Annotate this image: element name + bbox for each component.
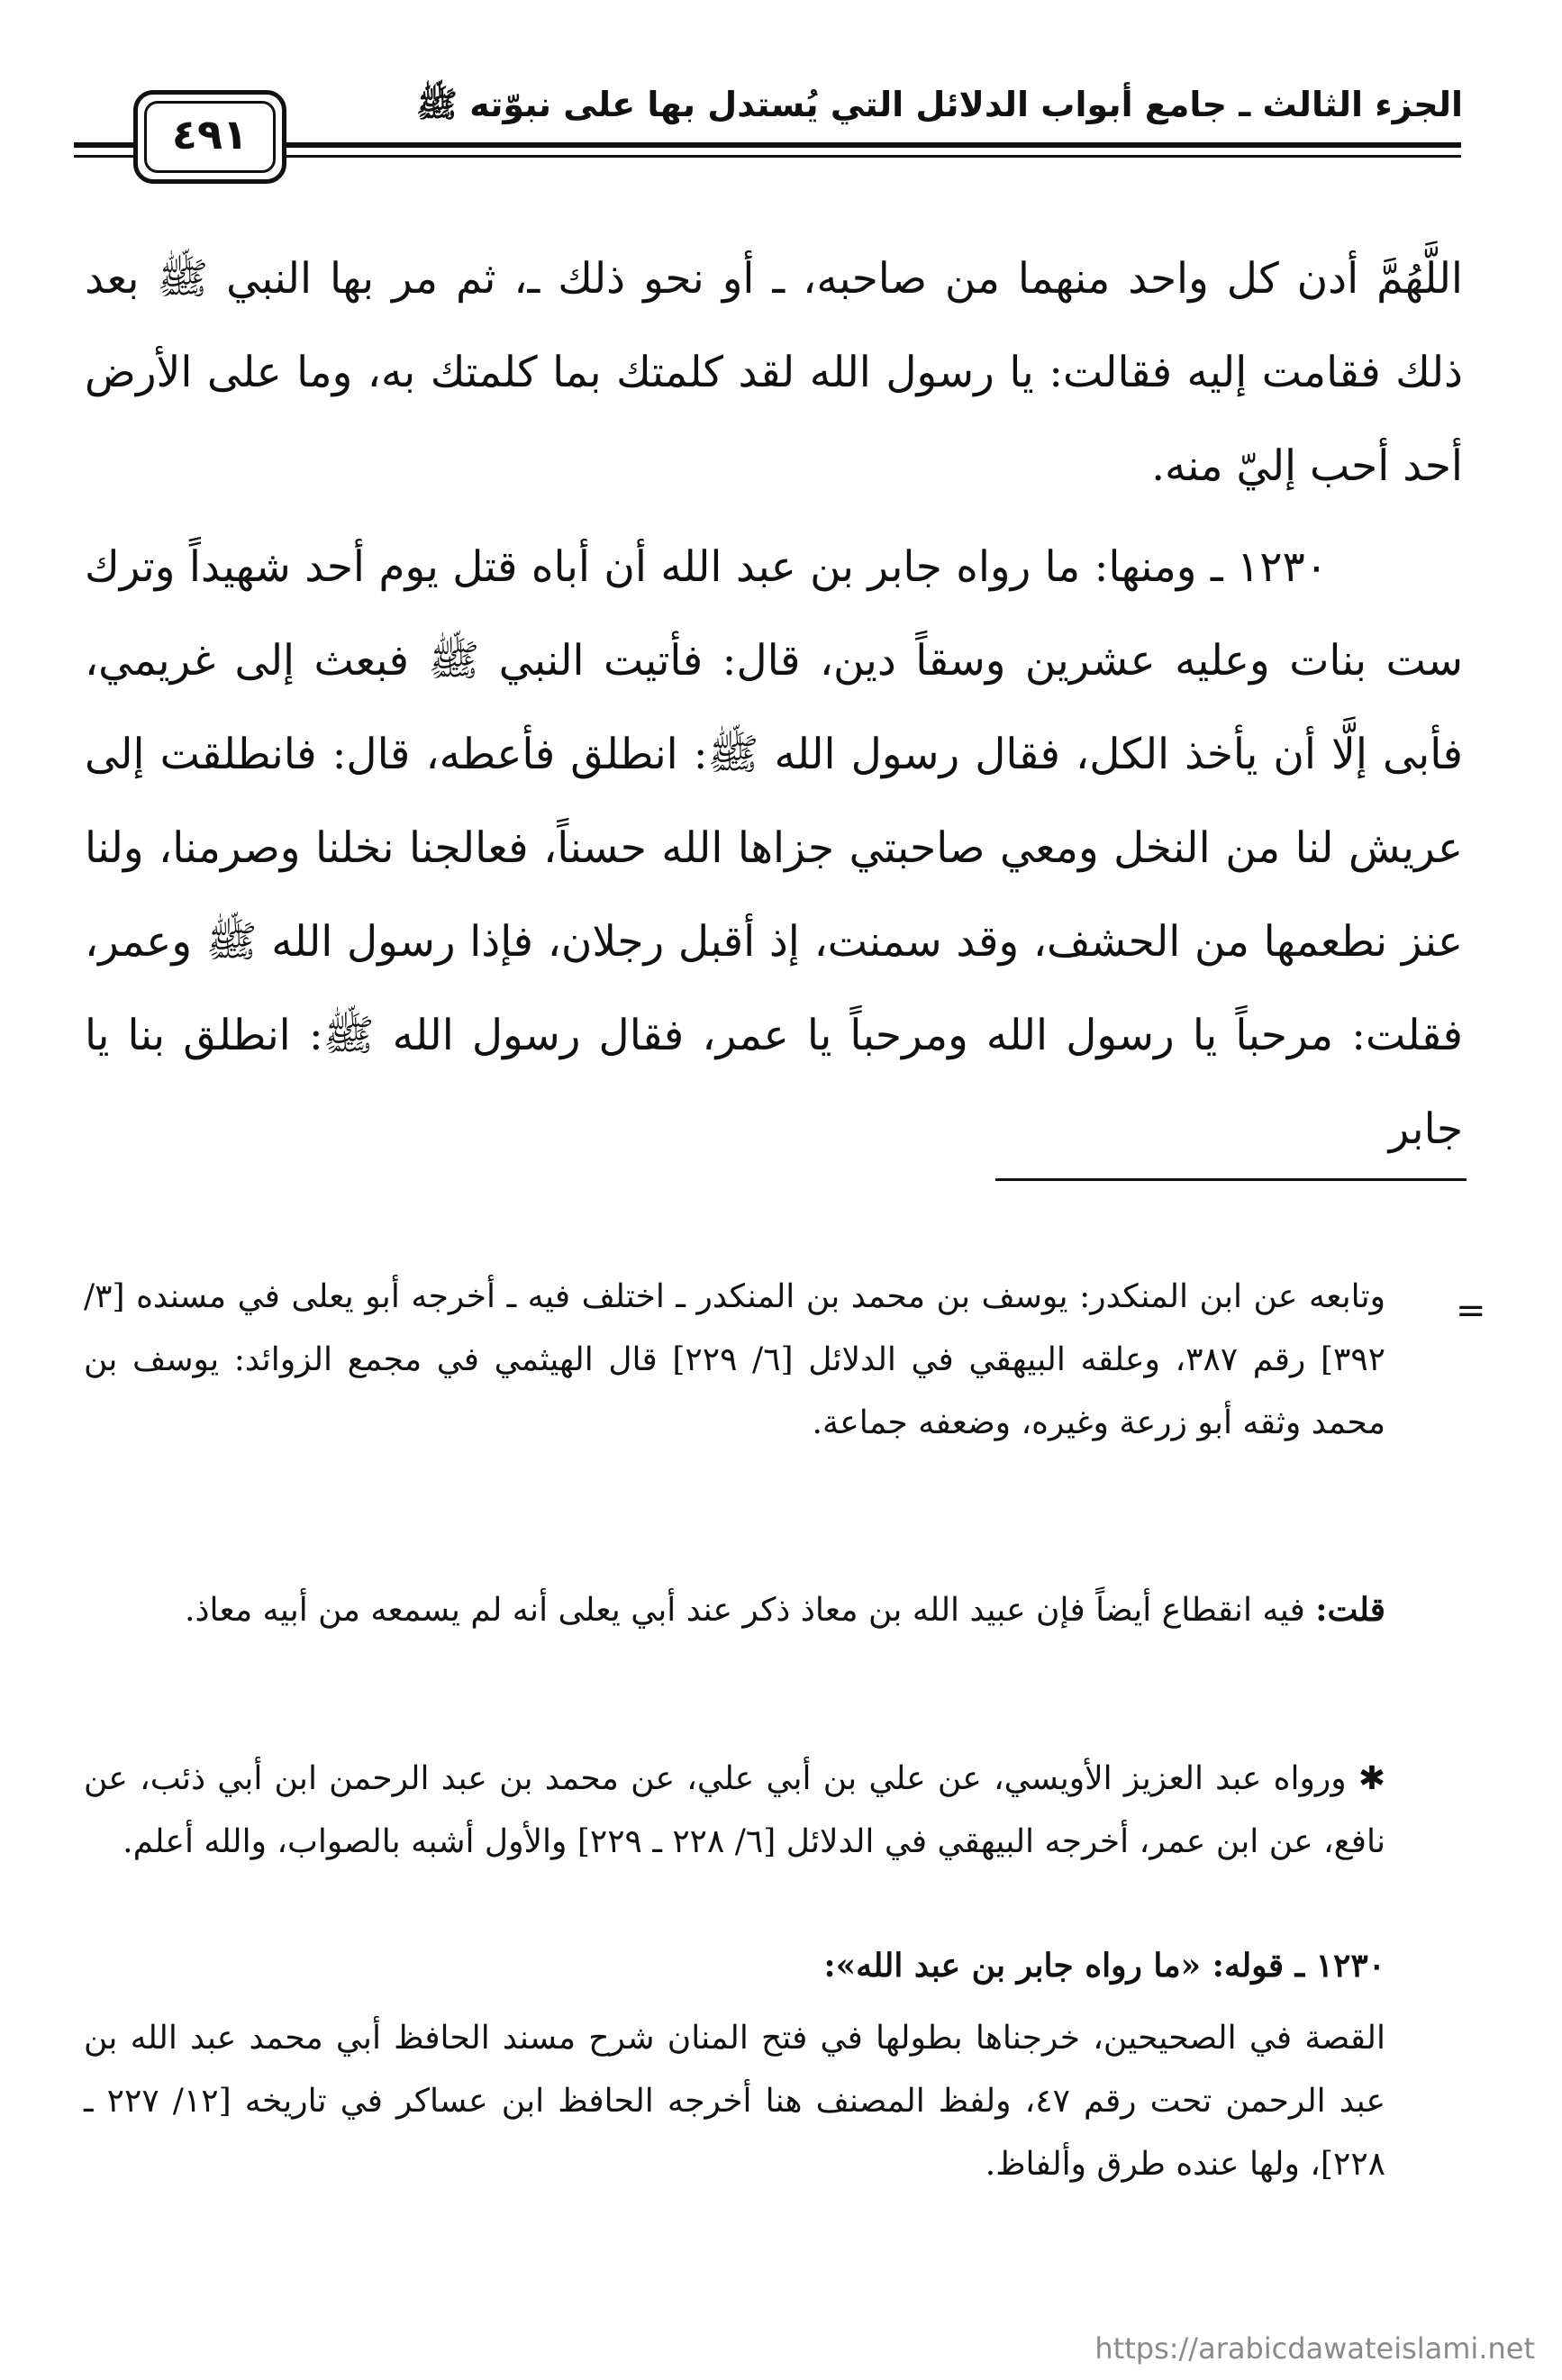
footnote-4-heading (84, 1934, 1385, 1997)
footnote-2-label: قلت: (1315, 1591, 1385, 1629)
footnote-4-heading-text: ١٢٣٠ ـ قوله: «ما رواه جابر بن عبد الله»: (823, 1947, 1385, 1985)
page-number-frame (133, 90, 286, 184)
footnote-4 (84, 2007, 1385, 2196)
footnote-2 (84, 1578, 1385, 1642)
main-paragraph-2-text: ١٢٣٠ ـ ومنها: ما رواه جابر بن عبد الله أن أباه قتل يوم أحد شهيداً وترك ست بنات وعليه عشرين وسقاً دين، قال: فأتيت النبي ﷺ فبعث إلى غريمي، فأبى إلَّا أن يأخذ الكل، فقال رسول الله ﷺ: انطلق فأعطه، قال: فانطلقت إلى عريش لنا من النخل ومعي صاحبتي جزاها الله حسناً، فعالجنا نخلنا وصرمنا، ولنا عنز نطعمها من الحشف، وقد سمنت، إذ أقبل رجلان، فإذا رسول الله ﷺ وعمر، فقلت: مرحباً يا رسول الله ومرحباً يا عمر، فقال رسول الله ﷺ: انطلق بنا يا جابر (85, 542, 1463, 1154)
footnote-separator (995, 1178, 1467, 1181)
page-number: ٤٩١ (171, 110, 249, 159)
main-paragraph-1 (85, 232, 1463, 513)
source-watermark: https://arabicdawateislami.net (1094, 2331, 1535, 2366)
footnote-3 (84, 1748, 1385, 1874)
footnote-2-paragraph (84, 1578, 1385, 1642)
footnote-4-text: القصة في الصحيحين، خرجناها بطولها في فتح المنان شرح مسند الحافظ أبي محمد عبد الله بن عبد الرحمن تحت رقم ٤٧، ولفظ المصنف هنا أخرجه الحافظ ابن عساكر في تاريخه [١٢/ ٢٢٧ ـ ٢٢٨]، ولها عنده طرق وألفاظ. (84, 2020, 1386, 2183)
main-paragraph-2 (85, 521, 1463, 1176)
footnote-3-text: ✱ ورواه عبد العزيز الأويسي، عن علي بن أبي علي، عن محمد بن عبد الرحمن ابن أبي ذئب، عن نافع، عن ابن عمر، أخرجه البيهقي في الدلائل [٦/ ٢٢٨ ـ ٢٢٩] والأول أشبه بالصواب، والله أعلم. (84, 1760, 1385, 1860)
footnote-1 (84, 1266, 1385, 1455)
footnote-2-text: فيه انقطاع أيضاً فإن عبيد الله بن معاذ ذكر عند أبي يعلى أنه لم يسمعه من أبيه معاذ. (185, 1592, 1305, 1629)
footnote-continuation-mark: = (1456, 1290, 1486, 1331)
running-header-title: الجزء الثالث ـ جامع أبواب الدلائل التي يُستدل بها على نبوّته ﷺ (415, 85, 1463, 124)
footnote-1-text: وتابعه عن ابن المنكدر: يوسف بن محمد بن المنكدر ـ اختلف فيه ـ أخرجه أبو يعلى في مسنده [٣/ ٣٩٢] رقم ٣٨٧، وعلقه البيهقي في الدلائل [٦/ ٢٢٩] قال الهيثمي في مجمع الزوائد: يوسف بن محمد وثقه أبو زرعة وغيره، وضعفه جماعة. (84, 1278, 1386, 1441)
main-paragraph-1-text: اللَّهُمَّ أدن كل واحد منهما من صاحبه، ـ أو نحو ذلك ـ، ثم مر بها النبي ﷺ بعد ذلك فقامت إليه فقالت: يا رسول الله لقد كلمتك بما كلمتك به، وما على الأرض أحد أحب إليّ منه. (85, 254, 1463, 491)
